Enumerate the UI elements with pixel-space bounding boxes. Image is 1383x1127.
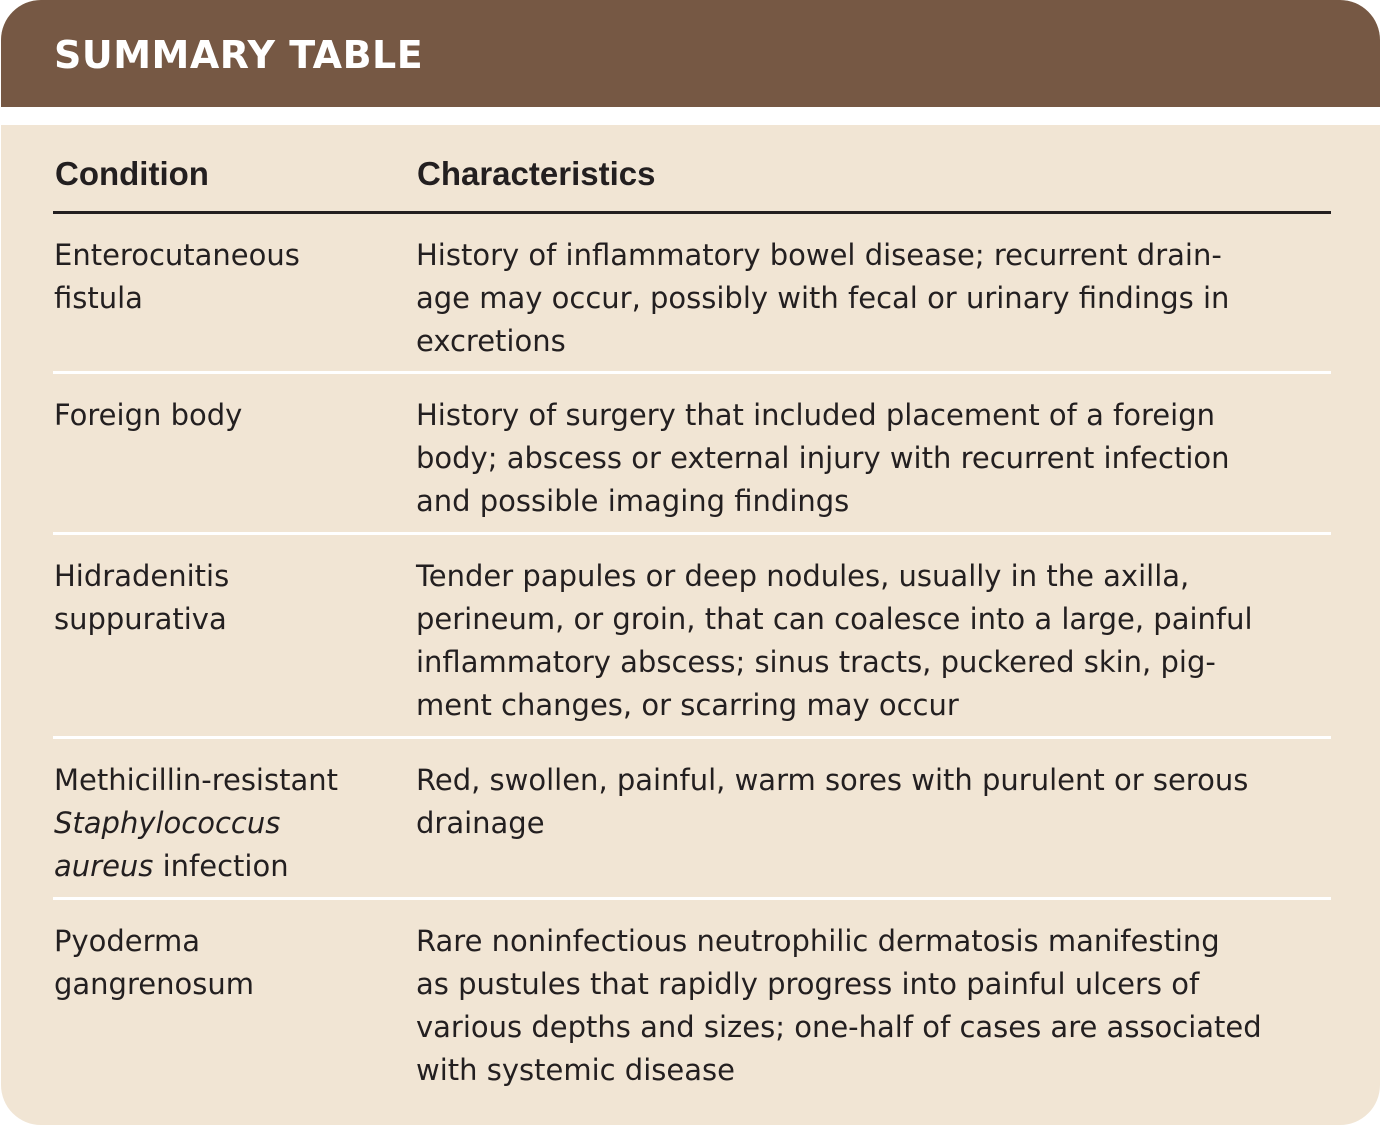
condition-line: fistula (54, 281, 143, 315)
table-row (53, 739, 1331, 900)
characteristics-line: inflammatory abscess; sinus tracts, puckered skin, pig- (416, 645, 1216, 679)
condition-cell (54, 234, 394, 320)
characteristics-cell (416, 394, 1331, 523)
condition-line: Methicillin-resistant (54, 763, 338, 797)
condition-line: Enterocutaneous (54, 238, 300, 272)
characteristics-line: excretions (416, 324, 566, 358)
characteristics-line: and possible imaging findings (416, 484, 850, 518)
characteristics-line: as pustules that rapidly progress into painful ulcers of (416, 967, 1200, 1001)
characteristics-line: Tender papules or deep nodules, usually in the axilla, (416, 559, 1190, 593)
characteristics-line: various depths and sizes; one-half of cases are associated (416, 1010, 1262, 1044)
condition-line-italic: Staphylococcus (54, 806, 281, 840)
characteristics-line: Red, swollen, painful, warm sores with purulent or serous (416, 763, 1249, 797)
condition-cell (54, 555, 394, 641)
characteristics-line: drainage (416, 806, 545, 840)
condition-line: Foreign body (54, 398, 243, 432)
characteristics-line: ment changes, or scarring may occur (416, 688, 959, 722)
condition-cell (54, 394, 394, 437)
table-title: SUMMARY TABLE (54, 33, 424, 77)
table-row (53, 214, 1331, 374)
characteristics-cell (416, 555, 1331, 727)
condition-line (54, 845, 394, 888)
table-row (53, 900, 1331, 1100)
condition-line: Hidradenitis (54, 559, 230, 593)
summary-table-card (1, 0, 1380, 1125)
condition-word: infection (153, 849, 289, 883)
characteristics-line: perineum, or groin, that can coalesce into a large, painful (416, 602, 1253, 636)
column-header-condition: Condition (55, 155, 209, 192)
characteristics-line: body; abscess or external injury with recurrent infection (416, 441, 1230, 475)
condition-line: gangrenosum (54, 967, 254, 1001)
table-row (53, 374, 1331, 535)
summary-table (53, 125, 1331, 1100)
characteristics-cell (416, 234, 1331, 363)
column-header-characteristics: Characteristics (417, 155, 656, 192)
condition-cell (54, 759, 394, 888)
characteristics-line: age may occur, possibly with fecal or urinary findings in (416, 281, 1230, 315)
characteristics-cell (416, 920, 1331, 1092)
characteristics-line: History of inflammatory bowel disease; recurrent drain- (416, 238, 1222, 272)
condition-cell (54, 920, 394, 1006)
condition-line: suppurativa (54, 602, 227, 636)
condition-line: Pyoderma (54, 924, 201, 958)
table-row (53, 535, 1331, 739)
header-divider (1, 107, 1380, 125)
characteristics-line: Rare noninfectious neutrophilic dermatosis manifesting (416, 924, 1220, 958)
table-header-bar (1, 0, 1380, 107)
characteristics-cell (416, 759, 1331, 845)
characteristics-line: History of surgery that included placement of a foreign (416, 398, 1215, 432)
column-header-row (53, 125, 1331, 214)
characteristics-line: with systemic disease (416, 1053, 735, 1087)
condition-italic-word: aureus (54, 849, 154, 883)
